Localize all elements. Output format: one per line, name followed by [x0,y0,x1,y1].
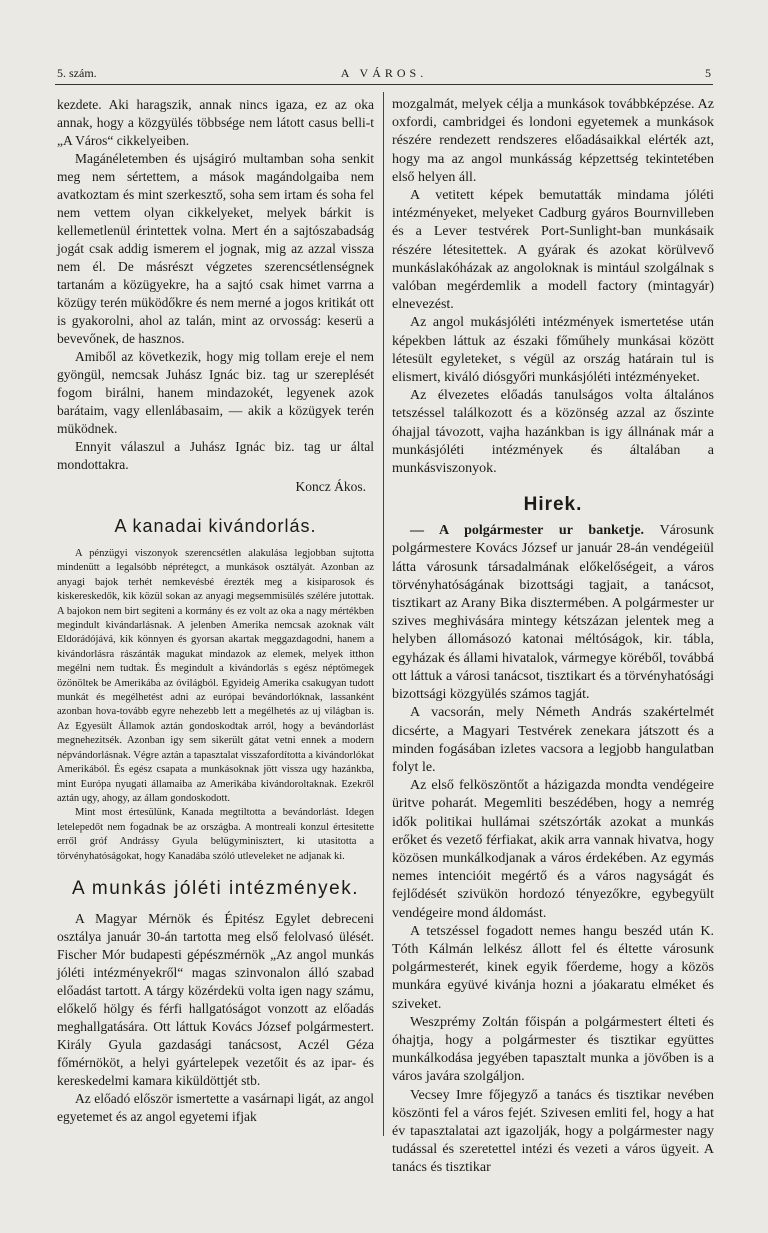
news-item-text: Városunk polgármestere Kovács József ur január 28-án vendégeiül látta városunk társadalmának előkelőségeit, a város törvényhatóságának bizottsági tagjait, a tanácsot, tisztikart az Arany Bika disztermében. A polgármester ur szives meghivására mintegy kétszázan jelentek meg a helyben állomásozó katonai méltóságok, kir. tábla, egyházak és állami hivatalok, vármegye köréből, továbbá ott láttuk a városi tanácsot, tisztikart és a törvényhatósági bizottsági közgyülés számos tagját. [392,523,714,703]
right-column [392,96,714,1178]
issue-number: 5. szám. [57,66,97,80]
left-column [57,96,374,1126]
small-print-article [57,547,374,864]
newspaper-title: A VÁROS. [340,66,428,80]
paragraph: Az élvezetes előadás tanulságos volta általános tetszéssel találkozott és a közönség azzal az őszinte óhajjal távozott, vajha hazánkban is igy állnának már a munkásjóléti intézmények és általában a munkásviszonyok. [392,388,714,477]
news-item-title: — A polgármester ur banketje. [410,523,645,539]
paragraph: A pénzügyi viszonyok szerencsétlen alakulása legjobban sujtotta mindenütt a legalsóbb néprétegct, a munkások osztályát. Azonban az anyagi bajok terhét nemkevésbé érezték meg a kisiparosok és kiskereskedők, kik közül sokan az anyagi megsemmisülés szélére jutottak. A bajokon nem birt segiteni a kormány és ez volt az oka a nagy mértékben megindult kivándarlásnak. A jelenben Amerika nemcsak azoknak vált Eldorádójává, kik könnyen és gyorsan akartak meggazdagodni, hanem a kivándorlásra rászánták magukat mindazok az elemek, melyek itthon megélni nem tudtak. És megindult a kivándorlás s egész néptömegek özönöltek be Amerikába az óvilágból. Egyideig Amerika csakugyan tudott munkát és megélhetést adni az európai bevándorlóknak, lassanként azonban hova-tovább egyre nehezebb lett a megélhetés az uj világban is. Az Egyesült Államok aztán gondoskodtak arról, hogy a bevándorlást megnehezitsék. Azonban igy sem sikerült gátat vetni ennek a modern népvándorlásnak. Végre aztán a tapasztalat visszafordította a kivándorlókat Amerikából. És egész csapata a munkásoknak jött vissza ugy hazánkba, mint Európa nyugati államaiba az Amerikába kivándoroltaknak. Ezekről aztán ugy, ahogy, az állam gondoskodott. [57,548,374,804]
news-item [392,522,714,704]
paragraph: A vetitett képek bemutatták mindama jóléti intézményeket, melyeket Cadburg gyáros Bournvilleben és a Lever testvérek Port-Sunlight-ban munkásaik részére létesitettek. A gyárak és azokat körülvevő munkáslakóházak az angoloknak is mintául szolgálnak s valóban megérdemlik a modell factory (mintagyár) elnevezést. [392,188,714,313]
page-header [57,62,711,84]
article-heading: A kanadai kivándorlás. [114,516,317,536]
news-heading: Hirek. [523,494,583,516]
paragraph: mozgalmát, melyek célja a munkások továbbképzése. Az oxfordi, cambridgei és londoni egyetemek a munkások részére rendezett rendszeres előadásaikkal elérték azt, hogy ma az angol munkásság képzettség tekintetében első helyen áll. [392,97,714,185]
paragraph: Az angol mukásjóléti intézmények ismertetése után képekben láttuk az északi főműhely munkásai között létesült egyleteket, s végül az ország határain tul is elismert, kiváló diósgyőri munkásjóléti intézményeket. [392,315,714,386]
header-rule [55,84,713,85]
paragraph: A tetszéssel fogadott nemes hangu beszéd után K. Tóth Kálmán lelkész állott fel és éltette városunk polgármesterét, kinek egyik főerdeme, hogy a közös munkára együvé kivánja hozni a jóakaratu elméket és sziveket. [392,923,714,1012]
paragraph: kezdete. Aki haragszik, annak nincs igaza, ez az oka annak, hogy a közgyülés többsége nem látott casus belli-t „A Város“ cikkelyeiben. [57,97,374,148]
article-heading: A munkás jóléti intézmények. [71,877,359,899]
paragraph: Weszprémy Zoltán főispán a polgármestert élteti és óhajtja, hogy a polgármester és tisztikar együttes munkálkodása jegyében tapasztalt munka a jövőben is a város javára szolgáljon. [392,1014,714,1085]
paragraph: Vecsey Imre főjegyző a tanács és tisztikar nevében köszönti fel a város fejét. Szivesen emliti fel, hogy a hat év tapasztalatai azt igazolják, hogy a polgármester nagy tudással és szeretettel intézi és vezeti a város ügyeit. A tanács és tisztikar [392,1087,714,1176]
paragraph: Az első felköszöntőt a házigazda mondta vendégeire üritve poharát. Megemliti beszédében, hogy a nemrég idők politikai hullámai szétszórták azokat a munkás erőket és vezető férfiakat, akik arra vannak hivatva, hogy közösen munkálkodjanak a város érdekében. Az egymás nemes intencióit megértő és a város nagyságát és fejlődését szivükön hordozó tényezőkre, egybegyült vendégeire mond áldomást. [392,778,714,921]
paragraph: Mint most értesülünk, Kanada megtiltotta a bevándorlást. Idegen letelepedőt nem fogadnak be az országba. A montreali konzul értesitette erről gróf Andrássy Gyula belügyminisztert, ki utasitotta a törvényhatóságokat, hogy Kanadába szóló utleveleket ne adjanak ki. [57,807,374,862]
paragraph: Az előadó először ismertette a vasárnapi ligát, az angol egyetemet és az angol egyetemi ifjak [57,1090,374,1124]
paragraph: A vacsorán, mely Németh András szakértelmét dicsérte, a Magyari Testvérek zenekara játszott és a minden fogásában izletes vacsora a legjobb hangulatban folyt le. [392,705,714,775]
paragraph: Ennyit válaszul a Juhász Ignác biz. tag ur által mondottakra. [57,439,374,472]
paragraph: Magánéletemben és ujságiró multamban soha senkit meg nem sértettem, a mások magándolgaiba nem avatkoztam és mint szerkesztő, soha sem irtam és soha fel nem vettem olyan cikkelyeket, melyek bárkit is kellemetlenül érintettek volna. Mert én a sajtószabadság jogát csak addig ismerem el jognak, mig az azzal vissza nem él. De másrészt végzetes szerencsétlenségnek tartanám a közügyekre, ha a sajtó csak himet varrna a közügy terén müködőkre és nem merné a jogos kritikát ott is gyakorolni, ahol az talán, mint az orvosság: keserü a bevevőnek, de hasznos. [57,151,374,346]
paragraph: Amiből az következik, hogy mig tollam ereje el nem gyöngül, nemcsak Juhász Ignác biz. tag ur szereplését fogom birálni, hanem mindazokét, legyenek azok barátaim, vagy ellenlábasaim, — akik a közügyek terén müködnek. [57,349,374,436]
page-number: 5 [705,66,711,80]
column-divider [383,92,384,1136]
paragraph: A Magyar Mérnök és Épitész Egylet debreceni osztálya január 30-án tartotta meg első felolvasó ülését. Fischer Mór budapesti gépészmérnök „Az angol munkás jóléti intézményekről“ magas szinvonalon álló szabad előadást tartott. A tárgy közérdekü volta igen nagy számu, előkelő hölgy és férfi hallgatóságot vonzott az előadás meghallgatására. Ott láttuk Kovács József polgármestert. Király Gyula gazdasági tanácsost, Aczél Géza főmérnököt, a helyi gyártelepek vezetőit és az ipar- és kereskedelmi kamara kiküldöttjét stb. [57,910,374,1088]
signature: Koncz Ákos. [295,479,366,494]
